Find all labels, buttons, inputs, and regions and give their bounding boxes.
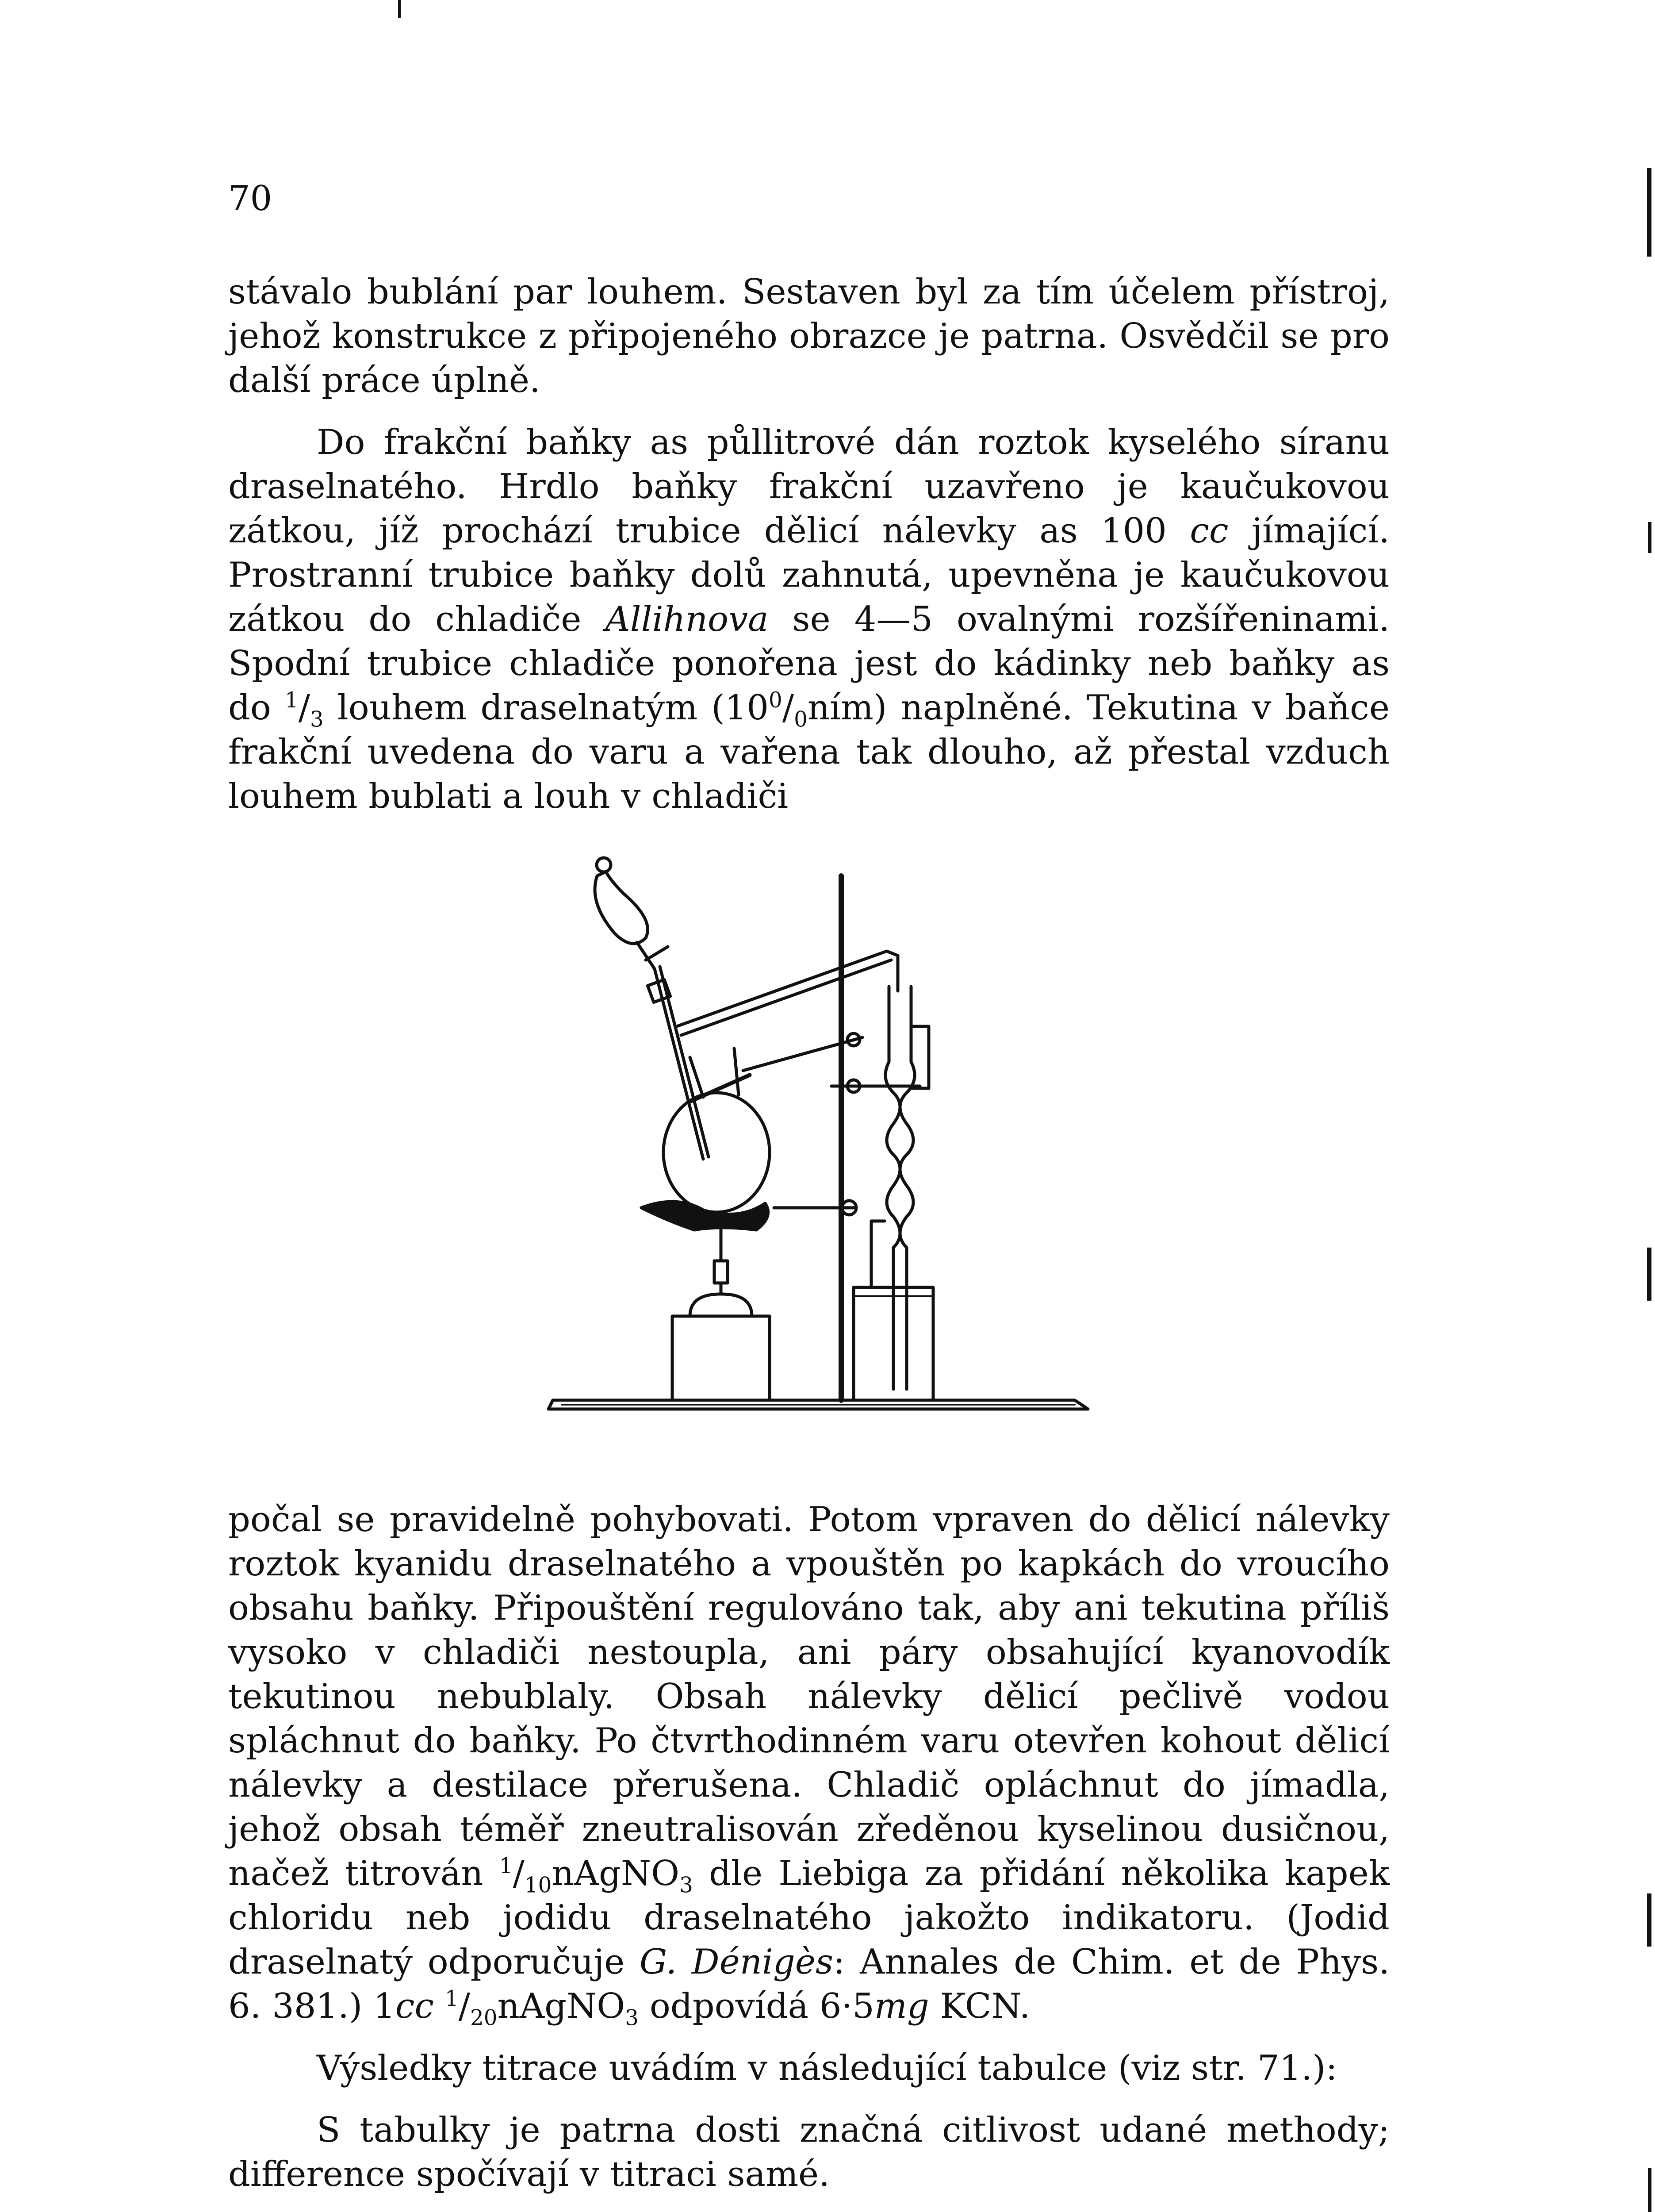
scan-edge-mark [1647, 168, 1651, 257]
distillation-apparatus-figure [544, 841, 1092, 1442]
paragraph-4: Výsledky titrace uvádím v následující tabulce (viz str. 71.): [317, 2048, 1337, 2088]
top-text-block [228, 270, 1390, 818]
page-number: 70 [228, 179, 272, 219]
scan-edge-mark [1648, 522, 1651, 553]
scan-top-mark [398, 0, 401, 18]
scan-edge-mark [1647, 1248, 1651, 1301]
bottom-text-block [228, 1498, 1390, 2197]
paragraph-1: stávalo bublání par louhem. Sestaven byl za tím účelem přístroj, jehož konstrukce z připojeného obrazce je patrna. Osvědčil se pro další práce úplně. [228, 272, 1390, 400]
scan-edge-mark [1648, 2168, 1651, 2212]
scan-edge-mark [1647, 1893, 1651, 1947]
paragraph-3: počal se pravidelně pohybovati. Potom vpraven do dělicí nálevky roztok kyanidu draselnatého a vpouštěn po kapkách do vroucího obsahu baňky. Připouštění regulováno tak, aby ani tekutina příliš vysoko v chladiči nestoupla, ani páry obsahující kyanovodík tekutinou nebublaly. Obsah nálevky dělicí pečlivě vodou spláchnut do baňky. Po čtvrthodinném varu otevřen kohout dělicí nálevky a destilace přerušena. Chladič opláchnut do jímadla, jehož obsah téměř zneutralisován zředěnou kyselinou dusičnou, načež titrován $^1/_{10}nAgNO_3$ dle Liebiga za přidání několika kapek chloridu neb jodidu draselnatého jakožto indikatoru. (Jodid draselnatý odporučuje G. Dénigès: Annales de Chim. et de Phys. 6. 381.) 1cc $^1/_{20}nAgNO_3$ odpovídá 6·5mg KCN. [228, 1500, 1390, 2031]
paragraph-2: Do frakční baňky as půllitrové dán roztok kyselého síranu draselnatého. Hrdlo baňky frakční uzavřeno je kaučukovou zátkou, jíž prochází trubice dělicí nálevky as 100 cc jímající. Prostranní trubice baňky dolů zahnutá, upevněna je kaučukovou zátkou do chladiče Allihnova se 4—5 ovalnými rozšířeninami. Spodní trubice chladiče ponořena jest do kádinky neb baňky as do $^1/_3$ louhem draselnatým $(10^0/_0ním)$ naplněné. Tekutina v baňce frakční uvedena do varu a vařena tak dlouho, až přestal vzduch louhem bublati a louh v chladiči [228, 422, 1390, 816]
paragraph-5: S tabulky je patrna dosti značná citlivost udané methody; difference spočívají v titraci samé. [228, 2110, 1390, 2194]
